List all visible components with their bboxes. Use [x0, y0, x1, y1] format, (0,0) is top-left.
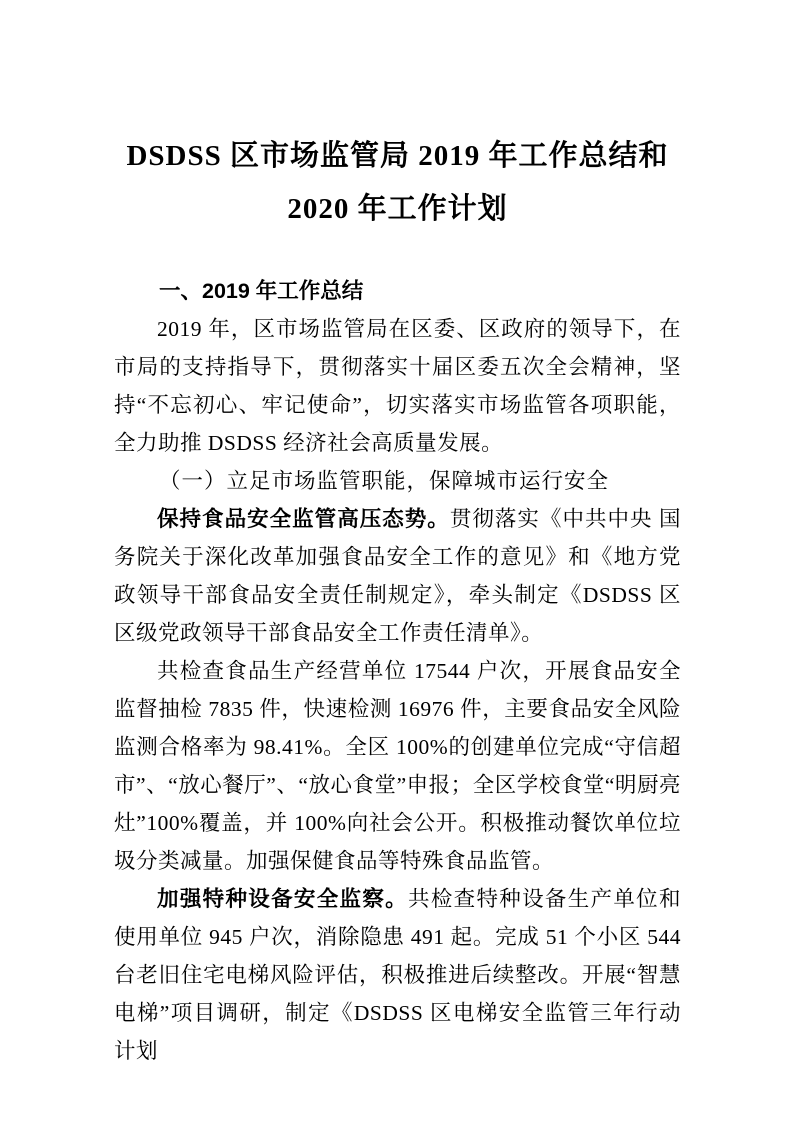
paragraph-food-safety-supervision — [114, 500, 681, 652]
document-title — [114, 130, 681, 236]
paragraph-special-equipment-text: 共检查特种设备生产单位和使用单位 945 户次，消除隐患 491 起。完成 51 个小区 544 台老旧住宅电梯风险评估，积极推进后续整改。开展“智慧电梯”项目调研，制定《DSDSS 区电梯安全监管三年行动计划 — [114, 887, 681, 1063]
paragraph-special-equipment-supervision — [114, 880, 681, 1070]
paragraph-intro: 2019 年，区市场监管局在区委、区政府的领导下，在市局的支持指导下，贯彻落实十届区委五次全会精神，坚持“不忘初心、牢记使命”，切实落实市场监管各项职能，全力助推 DSDSS 经济社会高质量发展。 — [114, 317, 681, 455]
subsection-heading-market-regulation-city-safety: （一）立足市场监管职能，保障城市运行安全 — [159, 469, 610, 493]
section-heading-2019-work-summary: 一、2019 年工作总结 — [159, 279, 364, 303]
paragraph-food-safety-lead: 保持食品安全监管高压态势。 — [157, 507, 450, 531]
document-title-line2: 2020 年工作计划 — [287, 193, 508, 225]
paragraph-special-equipment-lead: 加强特种设备安全监察。 — [157, 887, 408, 911]
document-title-line1: DSDSS 区市场监管局 2019 年工作总结和 — [126, 140, 669, 172]
paragraph-food-inspection-statistics: 共检查食品生产经营单位 17544 户次，开展食品安全监督抽检 7835 件，快速检测 16976 件，主要食品安全风险监测合格率为 98.41%。全区 100%的创建单位完成“守信超市”、“放心餐厅”、“放心食堂”申报；全区学校食堂“明厨亮灶”100%覆盖，并 100%向社会公开。积极推动餐饮单位垃圾分类减量。加强保健食品等特殊食品监管。 — [114, 659, 681, 873]
paragraph-food-safety-text: 贯彻落实《中共中央 国务院关于深化改革加强食品安全工作的意见》和《地方党政领导干部食品安全责任制规定》，牵头制定《DSDSS 区区级党政领导干部食品安全工作责任清单》。 — [114, 507, 681, 645]
